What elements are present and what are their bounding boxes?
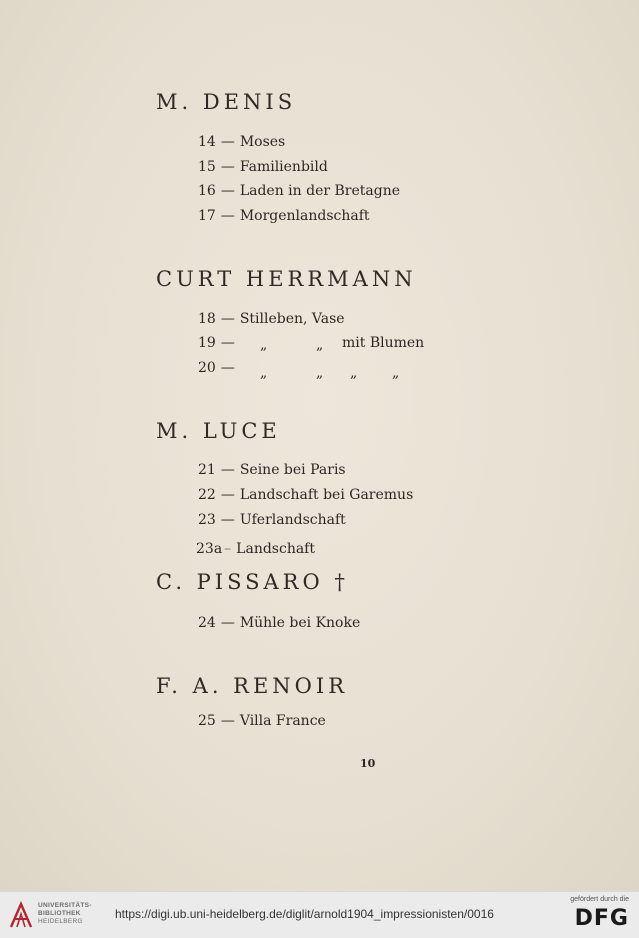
entry-dash: —	[220, 208, 235, 224]
catalog-entry	[198, 134, 285, 150]
entry-dash: —	[220, 713, 235, 729]
entry-number: 23a	[196, 541, 223, 557]
catalog-entry	[198, 462, 346, 478]
ditto-mark: „	[316, 365, 324, 381]
entry-dash: –	[224, 541, 232, 557]
university-seal-icon	[8, 900, 34, 930]
artist-heading-denis: M. DENIS	[156, 90, 297, 114]
catalog-entry	[198, 208, 370, 224]
entry-title: Seine bei Paris	[239, 462, 346, 478]
entry-title-suffix: mit Blumen	[342, 335, 425, 351]
entry-number: 15	[198, 159, 216, 175]
entry-title: Uferlandschaft	[239, 512, 346, 528]
catalog-entry	[198, 512, 346, 528]
entry-dash: —	[220, 335, 235, 351]
institution-name: UNIVERSITÄTS- BIBLIOTHEK HEIDELBERG	[38, 902, 92, 925]
entry-number: 22	[198, 487, 216, 503]
entry-title: Morgenlandschaft	[239, 208, 370, 224]
entry-number: 14	[198, 134, 216, 150]
dfg-logo: DFG	[574, 906, 629, 931]
artist-heading-renoir: F. A. RENOIR	[156, 674, 349, 698]
catalog-entry	[198, 159, 328, 175]
page-number: 10	[360, 757, 376, 770]
entry-title: Laden in der Bretagne	[239, 183, 401, 199]
viewer-footer	[0, 891, 639, 938]
entry-number: 20	[198, 360, 216, 376]
entry-dash: —	[220, 615, 235, 631]
entry-dash: —	[220, 311, 235, 327]
artist-heading-herrmann: CURT HERRMANN	[156, 267, 417, 291]
entry-dash: —	[220, 134, 235, 150]
entry-number: 16	[198, 183, 216, 199]
entry-title: Landschaft bei Garemus	[239, 487, 414, 503]
entry-title: Mühle bei Knoke	[239, 615, 361, 631]
catalog-entry	[198, 183, 400, 199]
artist-heading-pissaro: C. PISSARO †	[156, 570, 349, 594]
entry-dash: —	[220, 462, 235, 478]
entry-dash: —	[220, 512, 235, 528]
entry-number: 17	[198, 208, 216, 224]
entry-dash: —	[220, 159, 235, 175]
entry-title: Stilleben, Vase	[239, 311, 345, 327]
entry-number: 21	[198, 462, 216, 478]
entry-title: Moses	[239, 134, 286, 150]
entry-number: 24	[198, 615, 216, 631]
catalog-entry	[198, 311, 345, 327]
catalog-entry	[198, 335, 425, 353]
entry-number: 25	[198, 713, 216, 729]
catalog-entry	[198, 360, 400, 381]
entry-number: 18	[198, 311, 216, 327]
catalog-entry	[196, 541, 315, 557]
artist-heading-luce: M. LUCE	[156, 419, 281, 443]
entry-title: Landschaft	[236, 541, 315, 557]
entry-dash: —	[220, 487, 235, 503]
ditto-mark: „	[260, 365, 268, 381]
catalog-entry	[198, 713, 326, 729]
entry-dash: —	[220, 183, 235, 199]
entry-title: Familienbild	[239, 159, 328, 175]
document-url-link[interactable]: https://digi.ub.uni-heidelberg.de/diglit/arnold1904_impressionisten/0016	[115, 907, 494, 921]
entry-number: 23	[198, 512, 216, 528]
ditto-mark: „	[260, 337, 268, 353]
ditto-mark: „	[316, 337, 324, 353]
catalog-entry	[198, 615, 360, 631]
entry-number: 19	[198, 335, 216, 351]
ditto-mark: „	[350, 365, 358, 381]
catalog-entry	[198, 487, 413, 503]
funded-by-label: gefördert durch die	[570, 896, 629, 903]
ditto-mark: „	[392, 365, 400, 381]
entry-dash: —	[220, 360, 235, 376]
entry-title: Villa France	[239, 713, 326, 729]
